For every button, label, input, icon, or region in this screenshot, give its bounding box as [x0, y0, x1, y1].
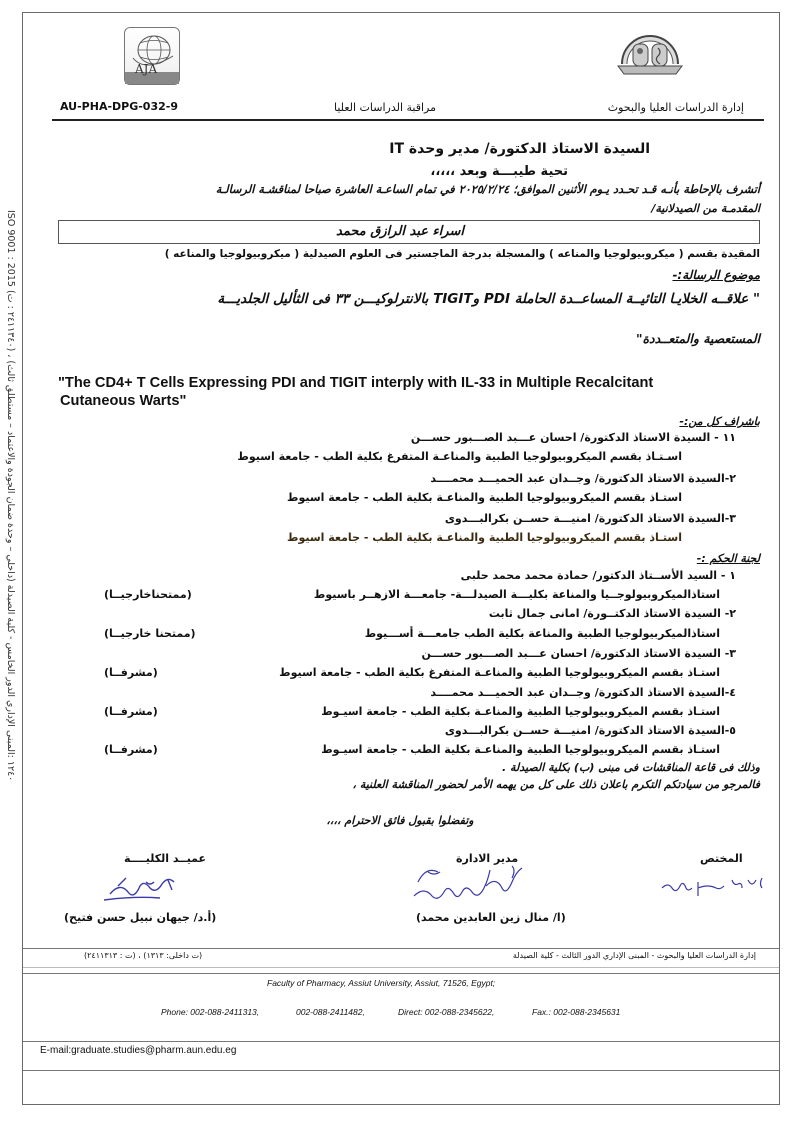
english-thesis-title-line-1: "The CD4+ T Cells Expressing PDI and TIGIT interply with IL-33 in Multiple Recalcitant [58, 375, 654, 391]
header-divider [52, 119, 764, 121]
aja-logo-text: AJA [135, 62, 158, 76]
page-frame [22, 12, 780, 1105]
dean-title: عميــد الكليــــة [124, 852, 207, 865]
committee-1-name: ١ - السيد الأســتاذ الدكتور/ حمادة محمد محمد حلبى [460, 569, 736, 582]
footer-divider-4 [23, 1041, 779, 1042]
document-code: AU-PHA-DPG-032-9 [60, 100, 178, 113]
supervisor-3-name: ٣-السيدة الاستاذ الدكتورة/ امنيـــة حســن بكرالبـــدوى [444, 512, 736, 525]
director-title: مدير الادارة [456, 852, 519, 865]
specialist-title: المختص [700, 852, 743, 865]
footer-email: E-mail:graduate.studies@pharm.aun.edu.eg [40, 1045, 237, 1056]
supervisor-3-affiliation: استـاذ بقسم الميكروبيولوجيا الطبية والمناعـة بكلية الطب - جامعة اسيوط [287, 531, 682, 544]
university-seal-logo [616, 26, 684, 86]
committee-5-role: (مشرفــا) [104, 743, 158, 756]
department-line: المقيدة بقسم ( ميكروبيولوجيا والمناعه ) والمسجلة بدرجة الماجستير فى العلوم الصيدلية ( ميكروبيولوجيا والمناعه ) [164, 248, 760, 260]
side-vertical-text: ISO 9001 : 2015 (٢٤١١٣٤٠ : ت) ، (١٢٤٠ :المبنى الإداري الدور الخامس - كلية الصيدلة (داخلي – وحدة ضمان الجودة والاعتماد – مستطلق ثالث [5, 210, 16, 782]
header-right-title: إدارة الدراسات العليا والبحوث [607, 101, 744, 114]
committee-4-affiliation: استـاذ بقسم الميكروبيولوجيا الطبية والمناعـة بكلية الطب - جامعة اسيـوط [321, 705, 720, 718]
english-thesis-title-line-2: Cutaneous Warts" [60, 393, 187, 409]
committee-5-affiliation: استـاذ بقسم الميكروبيولوجيا الطبية والمناعـة بكلية الطب - جامعة اسيـوط [321, 743, 720, 756]
committee-label: لجنة الحكم :- [696, 552, 760, 565]
supervisor-1-affiliation: اسـتـاذ بقسم الميكروبيولوجيا الطبية والمناعـة المتفرغ بكلية الطب - جامعة اسيوط [237, 450, 682, 463]
candidate-name: اسراء عبد الرازق محمد [336, 224, 464, 239]
dean-name: (أ.د/ جيهان نبيل حسن فتيح) [64, 911, 217, 924]
director-name: (ا/ منال زين العابدين محمد) [416, 911, 566, 924]
committee-2-name: ٢- السيدة الاستاذ الدكتــورة/ امانى جمال ثابت [488, 607, 736, 620]
director-signature [408, 862, 538, 906]
location-line: وذلك فى قاعة المناقشات فى مبنى (ب) بكلية الصيدلة . [501, 761, 760, 774]
footer-fax: Fax.: 002-088-2345631 [532, 1007, 621, 1017]
greeting: تحية طيبـــة وبعد ،،،،، [430, 164, 568, 179]
footer-phone-2: 002-088-2411482, [296, 1007, 365, 1017]
intro-line-1: أتشرف بالإحاطة بأنـه قـد تحـدد يـوم الأثنين الموافق؛ ٢٠٢٥/٢/٢٤ في تمام الساعـة العاشرة صباحا لمناقشـة الرسالـة [215, 183, 760, 196]
subject-label: موضوع الرسالة:- [672, 268, 760, 282]
arabic-thesis-title-line-1: " علاقــه الخلايـا التائيــة المساعــدة الحاملة PDI وTIGIT بالانترلوكيـــن ٣٣ فى الثأليل الجلديـــة [217, 291, 760, 307]
footer-divider-5 [23, 1070, 779, 1071]
footer-direct: Direct: 002-088-2345622, [398, 1007, 495, 1017]
supervisor-2-affiliation: استـاذ بقسم الميكروبيولوجيا الطبية والمناعـة بكلية الطب - جامعة اسيوط [287, 491, 682, 504]
footer-address: Faculty of Pharmacy, Assiut University, Assiut, 71526, Egypt; [267, 978, 496, 988]
committee-3-affiliation: استـاذ بقسم الميكروبيولوجيا الطبية والمناعـة المتفرغ بكلية الطب - جامعة اسيوط [279, 666, 720, 679]
header-center-title: مراقبة الدراسات العليا [334, 101, 436, 114]
committee-2-role: (ممتحنا خارجيــا) [104, 627, 196, 640]
request-line: فالمرجو من سيادتكم التكرم باعلان ذلك على كل من يهمه الأمر لحضور المناقشة العلنية ، [352, 778, 760, 791]
aja-logo [124, 27, 180, 85]
closing-line: وتفضلوا بقبول فائق الاحترام ،،،، [326, 814, 474, 827]
footer-phone: Phone: 002-088-2411313, [161, 1007, 260, 1017]
committee-5-name: ٥-السيدة الاستاذ الدكتورة/ امنيـــة حســن بكرالبـــدوى [444, 724, 736, 737]
committee-4-name: ٤-السيدة الاستاذ الدكتورة/ وجــدان عبد الحميـــد محمــــد [430, 686, 736, 699]
committee-1-affiliation: استاذالميكروبيولوجــيا والمناعة بكليـــة الصيدلـــة- جامعـــة الازهــر باسيوط [313, 588, 720, 601]
committee-1-role: (ممتحناخارجيــا) [104, 588, 192, 601]
footer-divider-1 [23, 948, 779, 949]
supervisor-1-name: ١١ - السيدة الاستاذ الدكتورة/ احسان عـــبد الصـــبور حســـن [410, 431, 736, 444]
footer-divider-3 [23, 973, 779, 974]
supervision-label: باشراف كل من:- [679, 415, 760, 428]
committee-2-affiliation: استاذالميكربيولوجيا الطبية والمناعة بكلية الطب جامعـــة أســـيوط [364, 627, 720, 640]
footer-arabic-phones: (ت داخلى: ١٣١٣) ، (ت : ٢٤١١٣١٣) [84, 951, 203, 960]
intro-line-2: المقدمـة من الصيدلانية/ [651, 202, 760, 215]
committee-3-role: (مشرفــا) [104, 666, 158, 679]
footer-arabic-address: إدارة الدراسات العليا والبحوث - المبنى الإداري الدور الثالث - كلية الصيدلة [512, 951, 756, 960]
committee-3-name: ٣- السيدة الاستاذ الدكتورة/ احسان عـــبد الصـــبور حســـن [421, 647, 736, 660]
specialist-signature [658, 870, 774, 900]
committee-4-role: (مشرفــا) [104, 705, 158, 718]
addressee: السيدة الاستاذ الدكتورة/ مدير وحدة IT [389, 141, 650, 157]
supervisor-2-name: ٢-السيدة الاستاذ الدكتورة/ وجــدان عبد الحميـــد محمــــد [430, 472, 736, 485]
footer-divider-2 [23, 967, 779, 968]
dean-signature [98, 874, 194, 908]
arabic-thesis-title-line-2: المستعصية والمتعــددة" [636, 331, 760, 346]
